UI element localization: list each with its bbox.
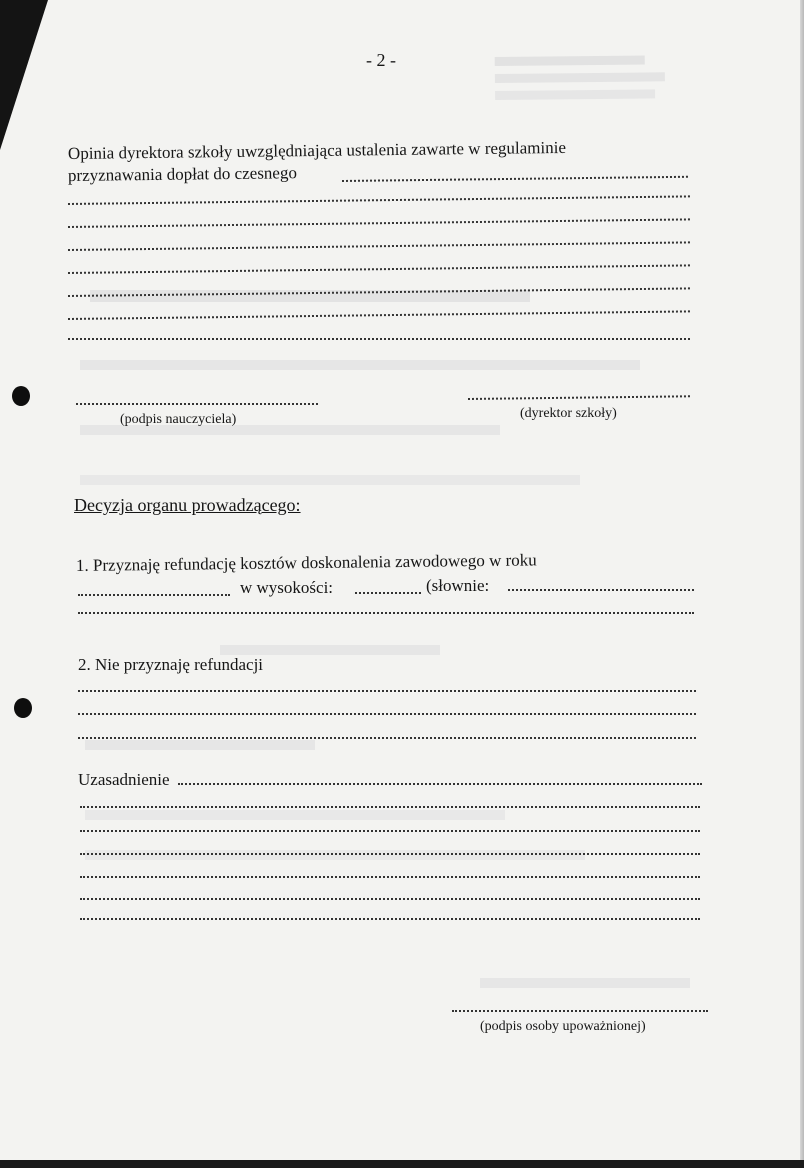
opinion-fill-line[interactable] — [68, 241, 690, 251]
justification-fill-line[interactable] — [80, 806, 700, 808]
bleed-through-line — [85, 850, 585, 860]
justification-fill-line[interactable] — [80, 876, 700, 878]
punch-hole-upper — [12, 386, 30, 406]
refusal-fill-line[interactable] — [78, 690, 696, 692]
opinion-line-1: Opinia dyrektora szkoły uwzględniająca ustalenia zawarte w regulaminie — [67, 137, 567, 163]
director-signature-line[interactable] — [468, 395, 690, 400]
amount-fill-line[interactable] — [355, 592, 421, 594]
refusal-fill-line[interactable] — [78, 737, 696, 739]
opinion-fill-line[interactable] — [68, 195, 690, 205]
justification-label: Uzasadnienie — [78, 770, 170, 789]
justification-fill-line[interactable] — [80, 853, 700, 855]
teacher-signature-line[interactable] — [76, 403, 318, 405]
bleed-through-line — [85, 740, 315, 750]
director-signature-label: (dyrektor szkoły) — [520, 406, 617, 421]
decision-item-2: 2. Nie przyznaję refundacji — [78, 655, 264, 674]
bleed-through-line — [80, 360, 640, 370]
teacher-signature-label: (podpis nauczyciela) — [120, 412, 237, 427]
torn-corner — [0, 0, 48, 150]
amount-label: w wysokości: — [240, 578, 334, 597]
opinion-fill-line[interactable] — [68, 264, 690, 274]
refusal-fill-line[interactable] — [78, 713, 696, 715]
page-edge — [800, 0, 804, 1168]
bleed-through-line — [85, 810, 505, 820]
bleed-through-block — [495, 51, 696, 123]
decision-item-1: 1. Przyznaję refundację kosztów doskonalenia zawodowego w roku — [75, 550, 537, 575]
bleed-through-line — [80, 475, 580, 485]
authorized-signature-line[interactable] — [452, 1010, 708, 1012]
bleed-through-line — [480, 978, 690, 988]
scan-bottom-edge — [0, 1160, 804, 1168]
opinion-fill-line[interactable] — [68, 310, 690, 320]
opinion-fill-line[interactable] — [68, 218, 690, 228]
bleed-through-line — [220, 645, 440, 655]
decision-fill-line[interactable] — [78, 612, 694, 614]
amount-words-label: (słownie: — [426, 576, 490, 595]
page-number: - 2 - — [366, 50, 396, 70]
punch-hole-lower — [14, 698, 32, 718]
justification-fill-line[interactable] — [178, 783, 702, 785]
amount-words-fill-line[interactable] — [508, 589, 694, 591]
opinion-fill-line[interactable] — [342, 176, 688, 182]
justification-fill-line[interactable] — [80, 898, 700, 900]
authorized-signature-label: (podpis osoby upoważnionej) — [480, 1019, 646, 1034]
decision-heading: Decyzja organu prowadzącego: — [74, 495, 301, 515]
opinion-line-2: przyznawania dopłat do czesnego — [67, 163, 298, 185]
justification-fill-line[interactable] — [80, 918, 700, 920]
justification-fill-line[interactable] — [80, 830, 700, 832]
opinion-fill-line[interactable] — [68, 338, 690, 340]
year-fill-line[interactable] — [78, 594, 230, 596]
